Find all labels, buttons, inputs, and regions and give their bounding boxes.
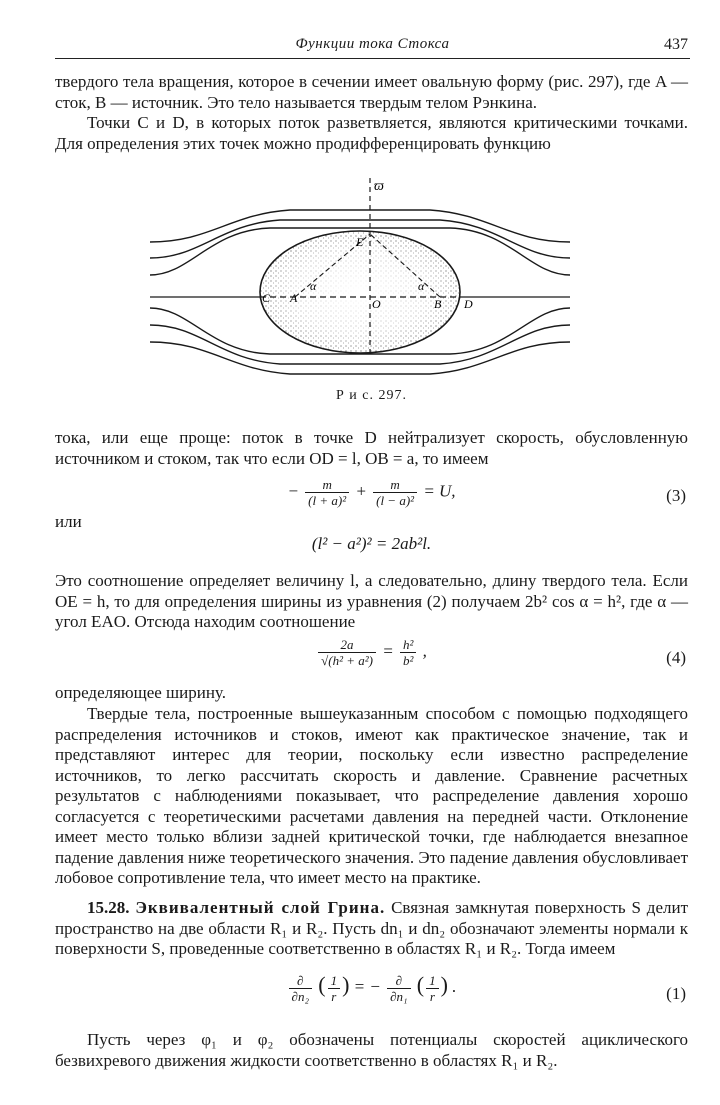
eq4-num: 2a: [340, 637, 354, 652]
eq3-rhs: = U,: [423, 481, 456, 501]
paragraph-1: твердого тела вращения, которое в сечении имеет овальную форму (рис. 297), где A — сток, B — источник. Это тело называется твердым телом Рэнкина.: [55, 72, 688, 112]
eq1-rparen1: ): [342, 972, 350, 997]
eq3-num2: m: [390, 477, 400, 492]
eq1-frac-r2: [426, 973, 439, 1004]
paragraph-9: Пусть через φ₁ и φ₂ обозначены потенциалы скоростей ациклического безвихревого движения жидкости соответственно в областях R₁ и R₂.: [55, 1030, 688, 1070]
eq1-one2: 1: [429, 972, 436, 988]
paragraph-4: или: [55, 512, 82, 531]
eq1-number: (1): [666, 984, 686, 1003]
eq1-d2: ∂: [395, 972, 403, 988]
eq3-number: (3): [666, 486, 686, 505]
eq1-eq: = −: [353, 977, 381, 996]
section-number: 15.28.: [87, 898, 130, 917]
eq1-frac-r1: [328, 973, 341, 1004]
equation-3: [55, 477, 688, 517]
label-A: A: [290, 291, 298, 305]
label-alpha-right: α: [418, 279, 425, 293]
eq1-r2: r: [426, 988, 439, 1004]
figure-297: [150, 170, 570, 382]
paragraph-6: определяющее ширину.: [55, 683, 226, 702]
eq-unnumbered-text: (l² − a²)² = 2ab²l.: [311, 534, 432, 553]
paragraph-7: Твердые тела, построенные вышеуказанным способом с помощью подходящего распределения источников и стоков, имеют как практическое значение, так и представляют интерес для теории, поскольку если известно распределение источников, то легко рассчитать скорость и давление. Сравнение расчетных результатов с наблюдениями показывает, что распределение давления хорошо согласуется с теоретическими расчетами давления на передней части. Отклонение имеет место только вблизи задней критической точки, где наблюдается внезапное падение давления ниже теоретического значения. Это падение давления обусловливает лобовое сопротивление тела, что имеет место на практике.: [55, 704, 688, 887]
label-D: D: [464, 297, 473, 311]
eq1-r: r: [328, 988, 341, 1004]
eq3-num1: m: [322, 477, 332, 492]
eq3-den2: (l − a)²: [373, 492, 417, 508]
eq4-number: (4): [666, 648, 686, 667]
eq4-eq: =: [382, 641, 394, 661]
eq1-dn2: ∂n₂: [289, 988, 312, 1004]
eq1-lparen2: (: [416, 972, 425, 997]
eq3-frac1: [305, 477, 349, 508]
section-title: Эквивалентный слой Грина.: [135, 898, 386, 917]
equation-unnumbered: [55, 534, 688, 558]
eq1-rparen2: ): [440, 972, 448, 997]
page-number: 437: [664, 36, 688, 53]
label-C: C: [262, 291, 271, 305]
equation-4: [55, 637, 688, 681]
eq1-lparen1: (: [318, 972, 326, 997]
paragraph-5: Это соотношение определяет величину l, а следовательно, длину твердого тела. Если OE = h, то для определения ширины из уравнения (2) получаем 2b² cos α = h², где α — угол EAO. Отсюда находим соотношение: [55, 571, 688, 631]
eq1-dn1: ∂n₁: [387, 988, 410, 1004]
eq4-den2: b²: [400, 652, 416, 668]
label-O: O: [372, 297, 381, 311]
label-E: E: [356, 235, 364, 249]
eq1-frac-d2: [387, 973, 410, 1004]
page-header: [55, 36, 690, 59]
equation-1: [55, 972, 688, 1018]
paragraph-3: тока, или еще проще: поток в точке D нейтрализует скорость, обусловленную источником и стоком, так что если OD = l, OB = a, то имеем: [55, 428, 688, 468]
eq1-tail: .: [452, 977, 457, 996]
paragraph-2: Точки C и D, в которых поток разветвляется, являются критическими точками. Для определения этих точек можно продифференцировать функцию: [55, 113, 688, 153]
eq4-num2: h²: [402, 637, 414, 652]
running-title: Функции тока Стокса: [295, 36, 450, 52]
eq4-tail: ,: [422, 641, 427, 661]
section-15-28: [55, 898, 688, 960]
eq4-frac2: [400, 637, 416, 668]
eq3-den1: (l + a)²: [305, 492, 349, 508]
eq4-frac1: [318, 637, 376, 668]
eq4-den: √(h² + a²): [318, 652, 376, 668]
eq1-one: 1: [330, 972, 338, 988]
eq3-frac2: [373, 477, 417, 508]
label-alpha-left: α: [310, 279, 317, 293]
label-B: B: [434, 297, 442, 311]
eq1-frac-d1: [289, 973, 312, 1004]
label-omega: ϖ: [374, 179, 384, 194]
eq3-plus: +: [355, 481, 367, 501]
eq3-minus: −: [287, 481, 299, 501]
figure-caption: Р и с. 297.: [336, 388, 407, 403]
eq1-d1: ∂: [297, 972, 304, 988]
section-text: Связная замкнутая поверхность S делит пространство на две области R₁ и R₂. Пусть dn₁ и dn₂ обозначают элементы нормали к поверхности S, проведенные соответственно в областях R₁ и R₂. Тогда имеем: [55, 898, 689, 958]
